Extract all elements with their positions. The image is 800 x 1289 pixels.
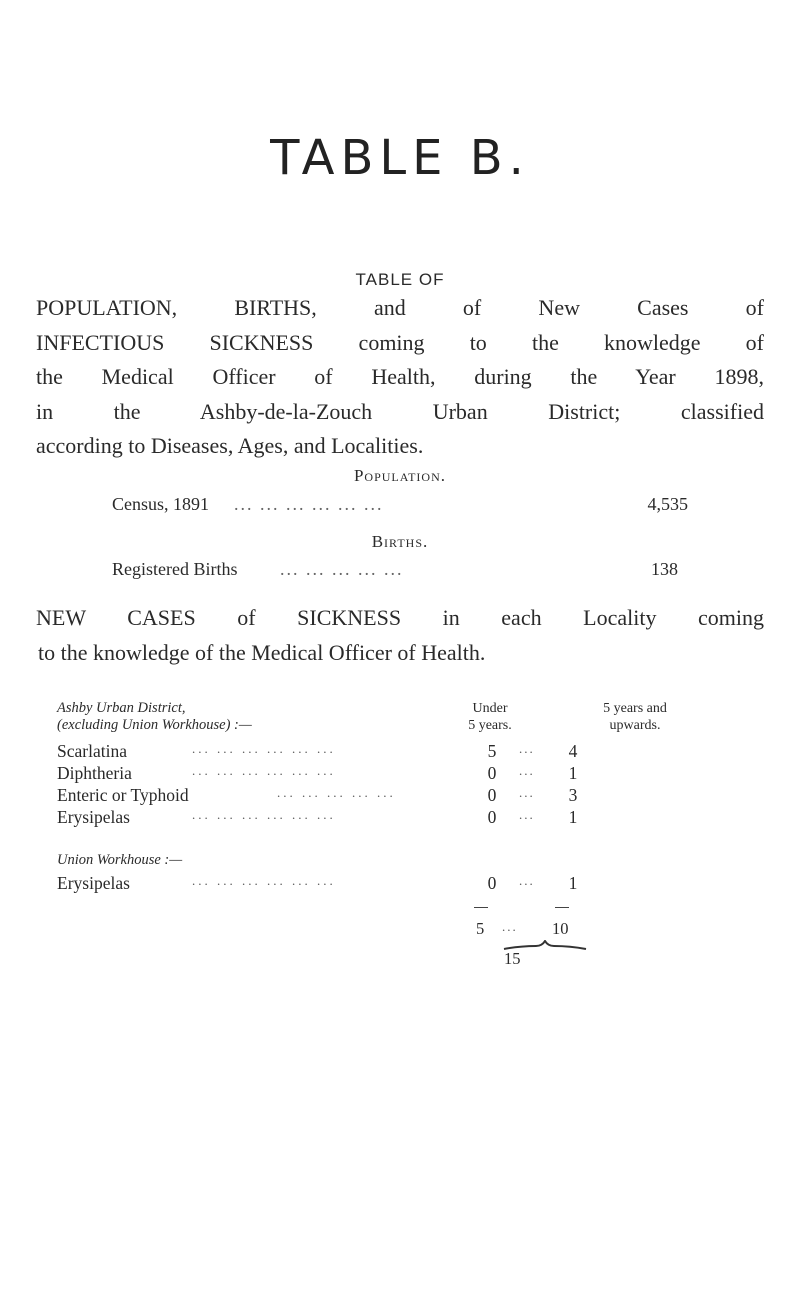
population-label: Census, 1891	[112, 494, 210, 514]
intro-line: the Medical Officer of Health, during the Year 1898,	[36, 364, 764, 389]
new-cases-line: NEW CASES of SICKNESS in each Locality coming	[36, 605, 764, 630]
row-separator: ...	[519, 785, 535, 800]
total-rule-under-5	[474, 907, 488, 908]
disease-name: Diphtheria	[57, 763, 132, 783]
row-separator: ...	[519, 741, 535, 756]
disease-name: Erysipelas	[57, 807, 130, 827]
births-leader: ... ... ... ... ...	[280, 559, 404, 579]
row-leader: ... ... ... ... ... ...	[192, 873, 336, 888]
under-5-count: 0	[487, 763, 497, 783]
population-row	[112, 494, 688, 518]
disease-name: Scarlatina	[57, 741, 127, 761]
table-row	[57, 741, 677, 763]
table-row	[57, 873, 677, 895]
column-header-line: Under	[472, 701, 508, 716]
over-5-count: 1	[568, 763, 578, 783]
row-separator: ...	[519, 763, 535, 778]
section-header-workhouse: Union Workhouse :—	[57, 852, 183, 868]
under-5-count: 5	[487, 741, 497, 761]
births-label: Registered Births	[112, 559, 238, 579]
over-5-count: 4	[568, 741, 578, 761]
table-heading: TABLE B.	[270, 130, 530, 186]
intro-paragraph	[36, 291, 764, 464]
section-header-urban	[57, 700, 252, 734]
table-row	[57, 807, 677, 829]
total-separator: ...	[502, 919, 518, 934]
under-5-count: 0	[487, 807, 497, 827]
grand-total: 15	[504, 949, 521, 968]
row-separator: ...	[519, 873, 535, 888]
disease-name: Enteric or Typhoid	[57, 785, 189, 805]
section-subtitle: (excluding Union Workhouse) :—	[57, 717, 252, 733]
disease-name: Erysipelas	[57, 873, 130, 893]
over-5-count: 3	[568, 785, 578, 805]
total-over-5: 10	[552, 919, 569, 938]
table-row	[57, 785, 677, 807]
over-5-count: 1	[568, 873, 578, 893]
population-leader: ... ... ... ... ... ...	[234, 494, 384, 514]
over-5-count: 1	[568, 807, 578, 827]
row-leader: ... ... ... ... ... ...	[192, 807, 336, 822]
under-5-count: 0	[487, 785, 497, 805]
intro-line: POPULATION, BIRTHS, and of New Cases of	[36, 295, 764, 320]
intro-line: in the Ashby-de-la-Zouch Urban District; classified	[36, 398, 764, 424]
births-heading: Births.	[371, 532, 429, 551]
column-header-line: upwards.	[609, 718, 661, 733]
total-under-5: 5	[476, 919, 485, 938]
row-leader: ... ... ... ... ... ...	[192, 763, 336, 778]
column-header-line: 5 years.	[468, 718, 512, 733]
table-of-subheading: TABLE OF	[355, 270, 445, 289]
population-value: 4,535	[647, 494, 688, 514]
row-leader: ... ... ... ... ... ...	[192, 741, 336, 756]
births-row	[112, 559, 688, 583]
under-5-count: 0	[487, 873, 497, 893]
column-header-5-and-up	[560, 700, 710, 734]
total-rule-over-5	[555, 907, 569, 908]
row-separator: ...	[519, 807, 535, 822]
new-cases-line: to the knowledge of the Medical Officer of Health.	[38, 640, 486, 665]
population-heading: Population.	[353, 466, 447, 485]
new-cases-heading	[36, 600, 764, 670]
intro-line: according to Diseases, Ages, and Localities.	[36, 433, 424, 458]
row-leader: ... ... ... ... ...	[277, 785, 396, 800]
births-value: 138	[651, 559, 678, 579]
column-header-under-5	[440, 700, 540, 734]
table-row	[57, 763, 677, 785]
section-title: Ashby Urban District,	[57, 700, 186, 716]
column-header-line: 5 years and	[603, 701, 667, 716]
intro-line: INFECTIOUS SICKNESS coming to the knowledge of	[36, 329, 764, 355]
